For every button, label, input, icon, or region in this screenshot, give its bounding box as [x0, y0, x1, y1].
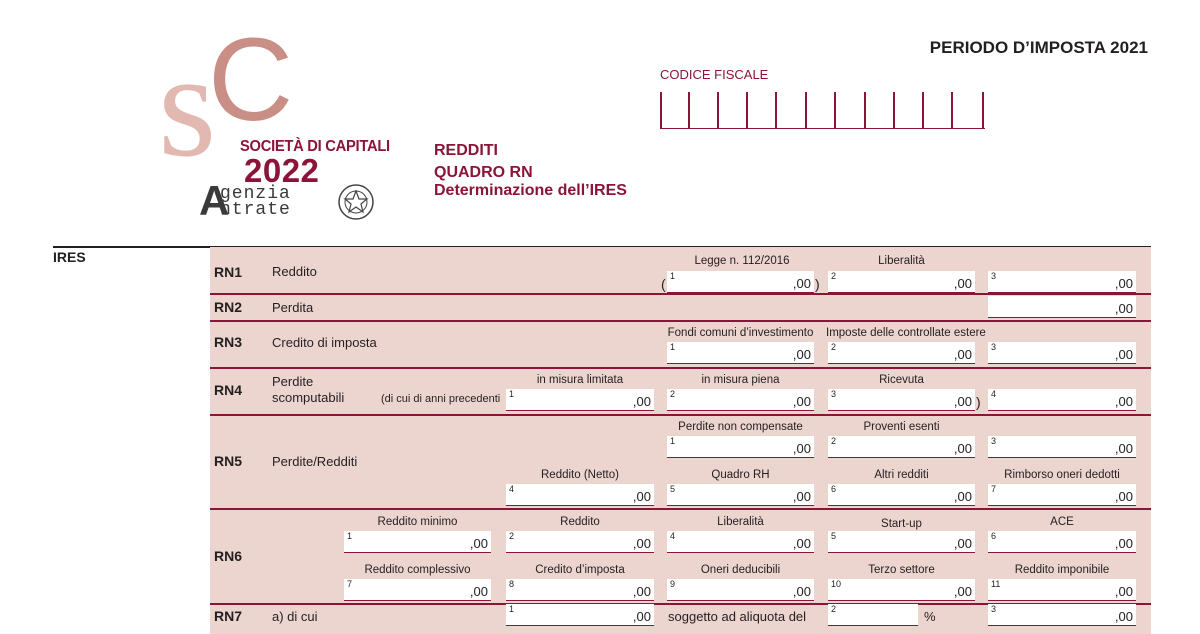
caption-reddito-netto: Reddito (Netto): [541, 469, 619, 481]
rn7-field-2[interactable]: 2: [828, 604, 918, 626]
rn4-field-2[interactable]: 2 ,00: [667, 389, 814, 411]
caption-liberalita-rn6: Liberalità: [717, 516, 764, 528]
rn2-field[interactable]: ,00: [988, 296, 1136, 318]
rn6-field-6[interactable]: 6 ,00: [988, 531, 1136, 553]
logo-year: 2022: [244, 152, 320, 189]
rn3-field-1[interactable]: 1 ,00: [667, 342, 814, 364]
caption-misura-piena: in misura piena: [701, 374, 780, 386]
rn4-field-1[interactable]: 1 ,00: [506, 389, 654, 411]
rn1-field-1[interactable]: 1 ,00: [667, 271, 814, 293]
caption-proventi-esenti: Proventi esenti: [863, 421, 940, 433]
row-code-rn2: RN2: [214, 299, 243, 315]
caption-legge: Legge n. 112/2016: [694, 255, 790, 267]
paren-close: ): [815, 276, 820, 292]
caption-fondi-comuni: Fondi comuni d’investimento: [667, 327, 814, 339]
paren-close: ): [976, 394, 981, 410]
codice-fiscale-field[interactable]: [660, 92, 985, 129]
caption-ricevuta: Ricevuta: [879, 374, 924, 386]
row-label-rn4-line1: Perdite: [272, 374, 314, 389]
caption-reddito-imponibile: Reddito imponibile: [1014, 564, 1110, 576]
logo-subtitle: SOCIETÀ DI CAPITALI: [240, 138, 390, 155]
row-divider: [210, 508, 1151, 510]
form-title-quadro: QUADRO RN: [434, 164, 533, 181]
caption-reddito-complessivo: Reddito complessivo: [364, 564, 471, 576]
rn6-field-8[interactable]: 8 ,00: [506, 579, 654, 601]
rn6-field-9[interactable]: 9 ,00: [667, 579, 814, 601]
row-divider: [210, 320, 1151, 322]
rn7-percent: %: [924, 609, 936, 624]
row-code-rn4: RN4: [214, 382, 243, 398]
row-code-rn3: RN3: [214, 334, 243, 350]
section-title: IRES: [53, 249, 86, 265]
row-code-rn6: RN6: [214, 548, 243, 564]
tax-period: PERIODO D’IMPOSTA 2021: [929, 38, 1148, 57]
caption-credito-imposta: Credito d’imposta: [535, 564, 625, 576]
rn6-field-10[interactable]: 10 ,00: [828, 579, 975, 601]
rn7-field-3[interactable]: 3 ,00: [988, 604, 1136, 626]
caption-ace: ACE: [1050, 516, 1074, 528]
rn1-field-2[interactable]: 2 ,00: [828, 271, 975, 293]
rn5-field-7[interactable]: 7 ,00: [988, 484, 1136, 506]
row-divider: [210, 293, 1151, 295]
agency-logo-a: A: [199, 177, 230, 224]
rn6-field-4[interactable]: 4 ,00: [667, 531, 814, 553]
caption-terzo-settore: Terzo settore: [868, 564, 935, 576]
row-label-rn5: Perdite/Redditi: [272, 454, 358, 469]
row-label-rn4-line2: scomputabili: [272, 390, 345, 405]
form-title-ires: Determinazione dell’IRES: [434, 182, 627, 199]
codice-fiscale-label: CODICE FISCALE: [660, 67, 769, 82]
rn1-field-3[interactable]: 3 ,00: [988, 271, 1136, 293]
caption-altri-redditi: Altri redditi: [874, 469, 929, 481]
caption-rimborso-oneri: Rimborso oneri dedotti: [1004, 469, 1120, 481]
rn7-field-1[interactable]: 1 ,00: [506, 604, 654, 626]
row-code-rn1: RN1: [214, 264, 243, 280]
rn5-field-6[interactable]: 6 ,00: [828, 484, 975, 506]
rn5-field-5[interactable]: 5 ,00: [667, 484, 814, 506]
logo-s-letter: s: [158, 22, 217, 188]
rn5-field-1[interactable]: 1 ,00: [667, 436, 814, 458]
row-label-rn7: a) di cui: [272, 609, 318, 624]
caption-imposte-controllate: Imposte delle controllate estere: [826, 327, 986, 339]
row-label-rn3: Credito di imposta: [272, 335, 377, 350]
agency-logo-line2: ntrate: [220, 200, 291, 220]
caption-reddito-minimo: Reddito minimo: [377, 516, 458, 528]
row-divider: [210, 367, 1151, 369]
rn6-field-1[interactable]: 1 ,00: [344, 531, 491, 553]
rn6-field-7[interactable]: 7 ,00: [344, 579, 491, 601]
rn4-field-3[interactable]: 3 ,00: [828, 389, 975, 411]
republic-emblem-icon: [336, 182, 376, 222]
rn4-note: (di cui di anni precedenti: [381, 393, 501, 405]
caption-oneri-deducibili: Oneri deducibili: [700, 564, 781, 576]
caption-start-up: Start-up: [881, 518, 922, 530]
caption-perdite-non-compensate: Perdite non compensate: [678, 421, 803, 433]
rn4-field-4[interactable]: 4 ,00: [988, 389, 1136, 411]
rn6-field-5[interactable]: 5 ,00: [828, 531, 975, 553]
row-label-rn1: Reddito: [272, 264, 317, 279]
caption-reddito: Reddito: [560, 516, 600, 528]
row-code-rn7: RN7: [214, 608, 243, 624]
rn3-field-3[interactable]: 3 ,00: [988, 342, 1136, 364]
agency-logo-line1: genzia: [220, 184, 291, 204]
paren-open: (: [661, 276, 666, 292]
rn5-field-3[interactable]: 3 ,00: [988, 436, 1136, 458]
form-title-redditi: REDDITI: [434, 142, 498, 159]
caption-misura-limitata: in misura limitata: [536, 374, 624, 386]
row-code-rn5: RN5: [214, 453, 243, 469]
caption-liberalita: Liberalità: [878, 255, 925, 267]
rn5-field-2[interactable]: 2 ,00: [828, 436, 975, 458]
rn7-aliquota-label: soggetto ad aliquota del: [668, 609, 807, 624]
caption-quadro-rh: Quadro RH: [711, 469, 770, 481]
rn6-field-11[interactable]: 11 ,00: [988, 579, 1136, 601]
rn6-field-2[interactable]: 2 ,00: [506, 531, 654, 553]
logo-c-letter: C: [208, 14, 294, 146]
rn5-field-4[interactable]: 4 ,00: [506, 484, 654, 506]
row-divider: [210, 414, 1151, 416]
rn3-field-2[interactable]: 2 ,00: [828, 342, 975, 364]
row-label-rn2: Perdita: [272, 300, 314, 315]
